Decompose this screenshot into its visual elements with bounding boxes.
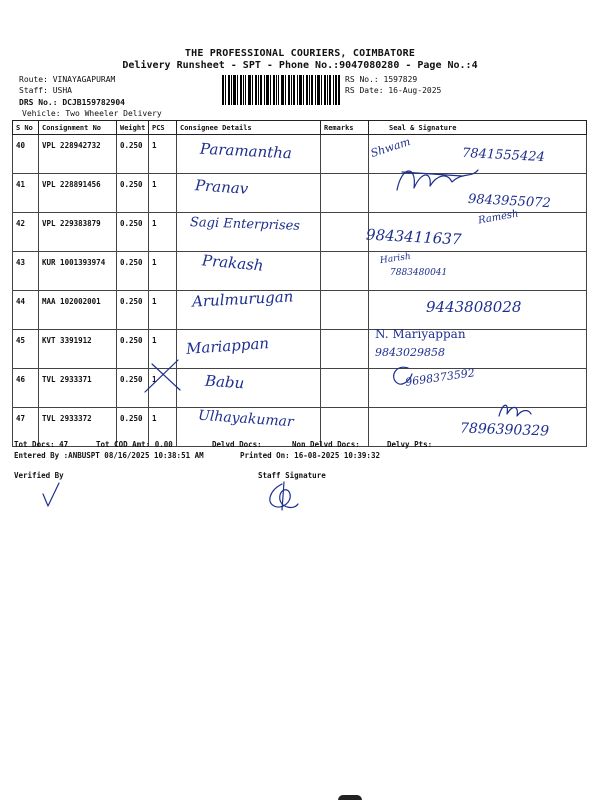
handwritten-consignee: Arulmurugan [191, 287, 294, 311]
verified-checkmark [40, 480, 62, 510]
printed-on: Printed On: 16-08-2025 10:39:32 [240, 451, 380, 460]
cell-sno: 43 [13, 252, 39, 291]
handwritten-consignee: Mariappan [185, 334, 270, 358]
handwritten-receiver-name: Ramesh [477, 208, 520, 227]
cell-consignee [177, 369, 321, 408]
total-docs: Tot Docs: 47 [14, 440, 69, 449]
handwritten-receiver-name: Shwam [368, 134, 413, 161]
cell-sno: 46 [13, 369, 39, 408]
cell-consignment: MAA 102002001 [39, 291, 117, 330]
rs-number: RS No.: 1597829 [345, 75, 418, 84]
col-weight: Weight [117, 121, 149, 135]
handwritten-consignee: Sagi Enterprises [189, 215, 301, 234]
table-row [13, 252, 587, 291]
cell-remarks [321, 135, 369, 174]
cell-weight: 0.250 [117, 369, 149, 408]
handwritten-consignee: Paramantha [199, 139, 293, 163]
cell-consignment: KUR 1001393974 [39, 252, 117, 291]
handwritten-consignee: Pranav [194, 176, 249, 198]
verified-by-label: Verified By [14, 471, 64, 480]
handwritten-phone: 9843029858 [375, 346, 445, 359]
handwritten-phone: 9698373592 [404, 366, 476, 389]
cell-weight: 0.250 [117, 213, 149, 252]
cell-pcs: 1 [149, 330, 177, 369]
col-seal: Seal & Signature [369, 121, 587, 135]
cell-remarks [321, 213, 369, 252]
rs-date: RS Date: 16-Aug-2025 [345, 86, 442, 95]
cell-weight: 0.250 [117, 408, 149, 447]
cell-sno: 47 [13, 408, 39, 447]
cell-weight: 0.250 [117, 174, 149, 213]
runsheet-subtitle: Delivery Runsheet - SPT - Phone No.:9047080280 - Page No.:4 [122, 60, 478, 71]
total-cod-amount: Tot COD Amt: 0.00 [96, 440, 173, 449]
handwritten-phone: 7841555424 [461, 145, 546, 166]
col-sno: S No [13, 121, 39, 135]
cell-remarks [321, 291, 369, 330]
handwritten-phone: 9843411637 [365, 225, 462, 249]
staff-label: Staff: USHA [19, 86, 72, 95]
vehicle-label: Vehicle: Two Wheeler Delivery [22, 109, 162, 118]
cell-sno: 40 [13, 135, 39, 174]
cell-remarks [321, 330, 369, 369]
col-remarks: Remarks [321, 121, 369, 135]
non-delivered-docs: Non Delvd Docs: [292, 440, 360, 449]
cell-weight: 0.250 [117, 135, 149, 174]
drs-label: DRS No.: DCJB159782904 [19, 98, 125, 107]
barcode [222, 75, 340, 105]
cell-weight: 0.250 [117, 291, 149, 330]
handwritten-phone: 7896390329 [459, 420, 550, 440]
cell-consignment: VPL 228891456 [39, 174, 117, 213]
entered-by: Entered By :ANBUSPT 08/16/2025 10:38:51 AM [14, 451, 204, 460]
company-title: THE PROFESSIONAL COURIERS, COIMBATORE [184, 48, 416, 59]
staff-signature-label: Staff Signature [258, 471, 326, 480]
receiver-signature [495, 398, 535, 422]
cell-sno: 45 [13, 330, 39, 369]
handwritten-phone: 9843955072 [467, 191, 552, 212]
cell-consignment: VPL 228942732 [39, 135, 117, 174]
table-header-row [13, 121, 587, 135]
cell-remarks [321, 174, 369, 213]
cell-pcs: 1 [149, 174, 177, 213]
cell-consignment: TVL 2933371 [39, 369, 117, 408]
cell-sno: 42 [13, 213, 39, 252]
cell-pcs: 1 [149, 135, 177, 174]
delivered-docs: Delvd Docs: [212, 440, 262, 449]
cell-sno: 44 [13, 291, 39, 330]
route-label: Route: VINAYAGAPURAM [19, 75, 116, 84]
cell-pcs: 1 [149, 291, 177, 330]
cell-consignment: TVL 2933372 [39, 408, 117, 447]
handwritten-consignee: Babu [204, 371, 245, 393]
cell-pcs: 1 [149, 252, 177, 291]
cell-weight: 0.250 [117, 330, 149, 369]
col-consignee: Consignee Details [177, 121, 321, 135]
handwritten-phone: 9443808028 [426, 298, 522, 316]
handwritten-receiver-name: Harish [379, 251, 412, 267]
cell-pcs: 1 [149, 213, 177, 252]
delivery-points: Delvy Pts: [387, 440, 433, 449]
col-consignment: Consignment No [39, 121, 117, 135]
cell-consignment: KVT 3391912 [39, 330, 117, 369]
table-row [13, 330, 587, 369]
handwritten-consignee: Prakash [201, 251, 265, 275]
page-edge-mark [338, 795, 362, 800]
staff-signature [262, 480, 302, 514]
cross-out-mark [140, 354, 185, 396]
cell-weight: 0.250 [117, 252, 149, 291]
cell-pcs: 1 [149, 369, 177, 408]
cell-sno: 41 [13, 174, 39, 213]
cell-pcs: 1 [149, 408, 177, 447]
cell-remarks [321, 369, 369, 408]
col-pcs: PCS [149, 121, 177, 135]
handwritten-consignee: Ulhayakumar [197, 407, 295, 431]
handwritten-phone: 7883480041 [390, 268, 448, 278]
cell-remarks [321, 252, 369, 291]
cell-consignment: VPL 229383879 [39, 213, 117, 252]
handwritten-receiver-name: N. Mariyappan [375, 327, 466, 341]
